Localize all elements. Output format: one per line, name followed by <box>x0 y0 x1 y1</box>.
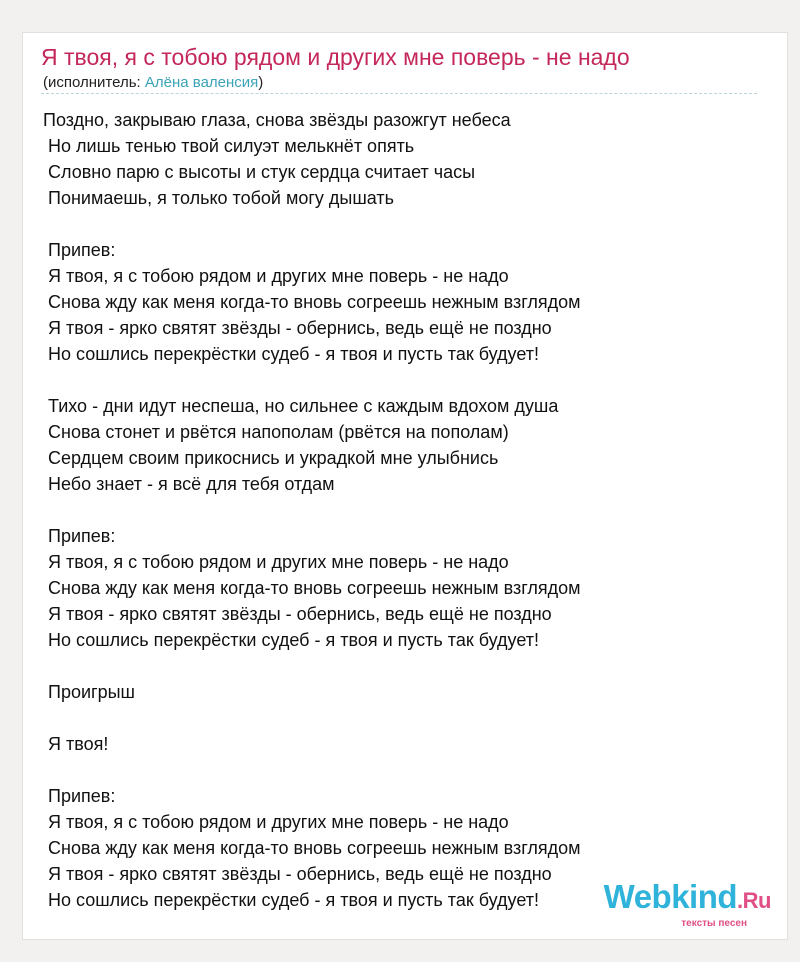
dashed-divider <box>41 93 757 94</box>
lyric-line: Я твоя, я с тобою рядом и других мне поверь - не надо <box>43 552 509 572</box>
lyric-line: Но сошлись перекрёстки судеб - я твоя и пусть так будует! <box>43 344 540 364</box>
lyric-line: Я твоя - ярко святят звёзды - обернись, ведь ещё не поздно <box>43 604 552 624</box>
site-logo[interactable] <box>604 880 771 929</box>
lyric-line: Но сошлись перекрёстки судеб - я твоя и пусть так будует! <box>43 890 540 910</box>
artist-suffix: ) <box>258 74 264 91</box>
lyric-line: Я твоя - ярко святят звёзды - обернись, ведь ещё не поздно <box>43 318 552 338</box>
lyric-line: Снова стонет и рвётся напополам (рвётся на пополам) <box>43 422 509 442</box>
lyric-line <box>43 211 581 237</box>
lyric-line: Но сошлись перекрёстки судеб - я твоя и пусть так будует! <box>43 630 540 650</box>
lyric-line <box>43 705 581 731</box>
lyric-line: Небо знает - я всё для тебя отдам <box>43 474 335 494</box>
lyric-line: Я твоя - ярко святят звёзды - обернись, ведь ещё не поздно <box>43 864 552 884</box>
lyric-line <box>43 757 581 783</box>
lyric-line <box>43 653 581 679</box>
lyrics-body <box>43 107 581 913</box>
lyric-line: Я твоя! <box>43 734 109 754</box>
lyric-line: Поздно, закрываю глаза, снова звёзды разожгут небеса <box>43 110 511 130</box>
lyric-line: Я твоя, я с тобою рядом и других мне поверь - не надо <box>43 266 509 286</box>
lyric-line: Словно парю с высоты и стук сердца считает часы <box>43 162 476 182</box>
song-title: Я твоя, я с тобою рядом и других мне поверь - не надо <box>41 44 630 70</box>
artist-prefix: (исполнитель: <box>43 74 145 91</box>
lyric-line: Припев: <box>43 786 116 806</box>
artist-link[interactable]: Алёна валенсия <box>144 74 259 91</box>
lyric-line: Припев: <box>43 526 116 546</box>
artist-line <box>43 74 263 92</box>
lyric-line: Я твоя, я с тобою рядом и других мне поверь - не надо <box>43 812 509 832</box>
lyric-line: Снова жду как меня когда-то вновь согреешь нежным взглядом <box>43 578 581 598</box>
lyrics-page <box>22 32 788 940</box>
logo-tagline: тексты песен <box>681 918 747 929</box>
lyric-line: Снова жду как меня когда-то вновь согреешь нежным взглядом <box>43 292 581 312</box>
logo-name: Webkind <box>603 878 738 915</box>
lyric-line: Тихо - дни идут неспеша, но сильнее с каждым вдохом душа <box>43 396 559 416</box>
lyric-line: Проигрыш <box>43 682 135 702</box>
lyric-line <box>43 367 581 393</box>
lyric-line: Сердцем своим прикоснись и украдкой мне улыбнись <box>43 448 499 468</box>
lyric-line <box>43 497 581 523</box>
lyric-line: Понимаешь, я только тобой могу дышать <box>43 188 395 208</box>
lyric-line: Снова жду как меня когда-то вновь согреешь нежным взглядом <box>43 838 581 858</box>
lyric-line: Но лишь тенью твой силуэт мелькнёт опять <box>43 136 415 156</box>
lyric-line: Припев: <box>43 240 116 260</box>
logo-tld: .Ru <box>737 888 771 913</box>
